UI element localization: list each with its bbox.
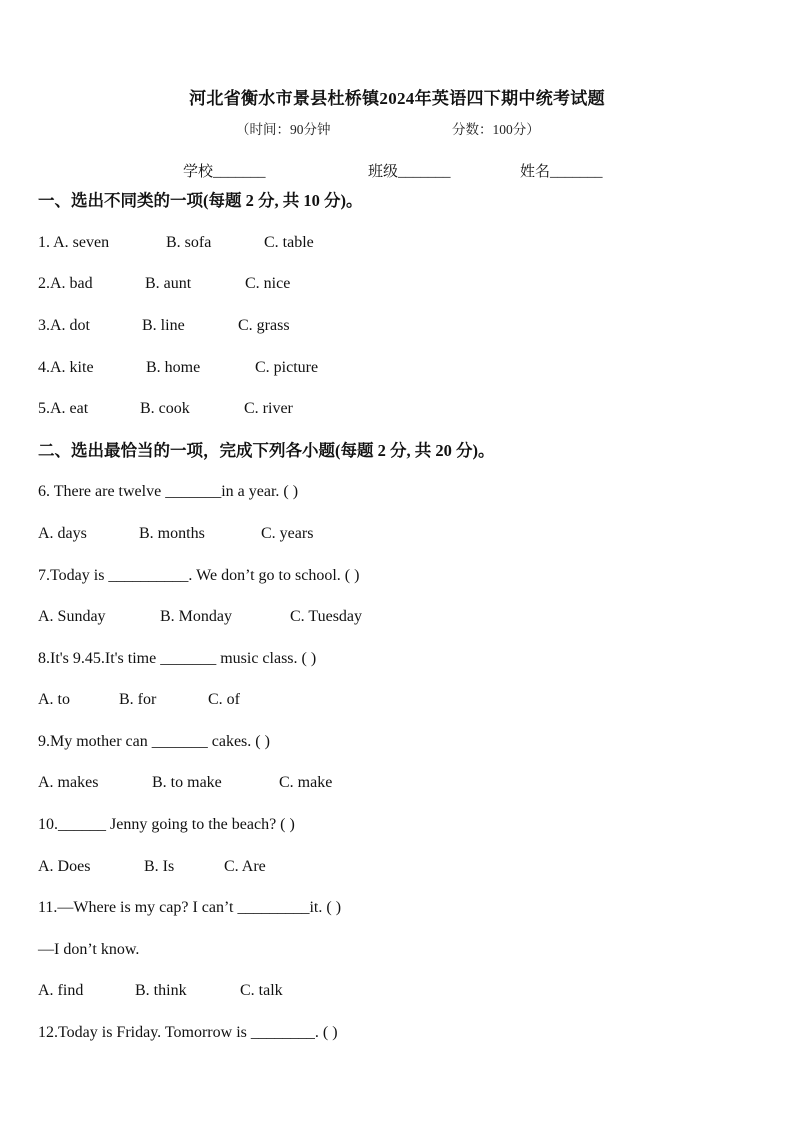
option-b[interactable]: B. months	[139, 525, 205, 542]
option-b[interactable]: B. aunt	[145, 275, 192, 292]
option-c[interactable]: C. years	[261, 525, 314, 542]
option-a[interactable]: 4.A. kite	[38, 359, 94, 376]
option-b[interactable]: B. think	[135, 982, 187, 999]
option-a[interactable]: A. makes	[38, 774, 99, 791]
option-a[interactable]: 2.A. bad	[38, 275, 93, 292]
student-info	[0, 160, 794, 180]
option-c[interactable]: C. talk	[240, 982, 283, 999]
exam-title: 河北省衡水市景县杜桥镇2024年英语四下期中统考试题	[189, 89, 605, 108]
option-a[interactable]: 5.A. eat	[38, 400, 89, 417]
question-10-options	[38, 857, 738, 877]
question-12-stem: 12.Today is Friday. Tomorrow is ________. ( )	[38, 1024, 338, 1041]
option-c[interactable]: C. Are	[224, 858, 266, 875]
question-3	[38, 316, 738, 336]
option-c[interactable]: C. of	[208, 691, 240, 708]
option-b[interactable]: B. Is	[144, 858, 175, 875]
option-a[interactable]: A. days	[38, 525, 87, 542]
option-a[interactable]: A. Sunday	[38, 608, 106, 625]
option-c[interactable]: C. picture	[255, 359, 319, 376]
time-limit: （时间：90分钟	[236, 122, 331, 137]
option-a[interactable]: 1. A. seven	[38, 234, 110, 251]
option-a[interactable]: 3.A. dot	[38, 317, 90, 334]
option-c[interactable]: C. Tuesday	[290, 608, 363, 625]
option-a[interactable]: A. find	[38, 982, 84, 999]
exam-subtitle	[0, 118, 794, 138]
section-2-heading: 二、选出最恰当的一项，完成下列各小题(每题 2 分, 共 20 分)。	[38, 441, 495, 460]
total-score: 分数：100分）	[452, 122, 540, 137]
option-c[interactable]: C. table	[264, 234, 314, 251]
question-7-stem: 7.Today is __________. We don’t go to school. ( )	[38, 567, 360, 584]
question-6-stem: 6. There are twelve _______in a year. ( )	[38, 483, 299, 500]
question-7-options	[38, 607, 738, 627]
school-field[interactable]: 学校_______	[183, 164, 266, 180]
question-11-options	[38, 981, 738, 1001]
question-8-options	[38, 690, 738, 710]
question-5	[38, 399, 738, 419]
option-b[interactable]: B. to make	[152, 774, 222, 791]
question-1	[38, 233, 738, 253]
option-b[interactable]: B. line	[142, 317, 185, 334]
question-9-options	[38, 773, 738, 793]
question-11-stem: 11.—Where is my cap? I can’t _________it. ( )	[38, 899, 342, 916]
option-b[interactable]: B. Monday	[160, 608, 232, 625]
option-c[interactable]: C. river	[244, 400, 293, 417]
question-9-stem: 9.My mother can _______ cakes. ( )	[38, 733, 270, 750]
question-4	[38, 358, 738, 378]
option-c[interactable]: C. nice	[245, 275, 291, 292]
option-c[interactable]: C. make	[279, 774, 333, 791]
question-8-stem: 8.It's 9.45.It's time _______ music class. ( )	[38, 650, 317, 667]
option-b[interactable]: B. cook	[140, 400, 190, 417]
option-b[interactable]: B. for	[119, 691, 157, 708]
question-10-stem: 10.______ Jenny going to the beach? ( )	[38, 816, 295, 833]
option-a[interactable]: A. to	[38, 691, 70, 708]
question-11-reply: —I don’t know.	[38, 941, 140, 958]
option-c[interactable]: C. grass	[238, 317, 290, 334]
option-b[interactable]: B. home	[146, 359, 201, 376]
class-field[interactable]: 班级_______	[368, 164, 451, 180]
question-6-options	[38, 524, 738, 544]
name-field[interactable]: 姓名_______	[520, 164, 603, 180]
question-2	[38, 274, 738, 294]
option-a[interactable]: A. Does	[38, 858, 91, 875]
section-1-heading: 一、选出不同类的一项(每题 2 分, 共 10 分)。	[38, 191, 363, 210]
option-b[interactable]: B. sofa	[166, 234, 212, 251]
